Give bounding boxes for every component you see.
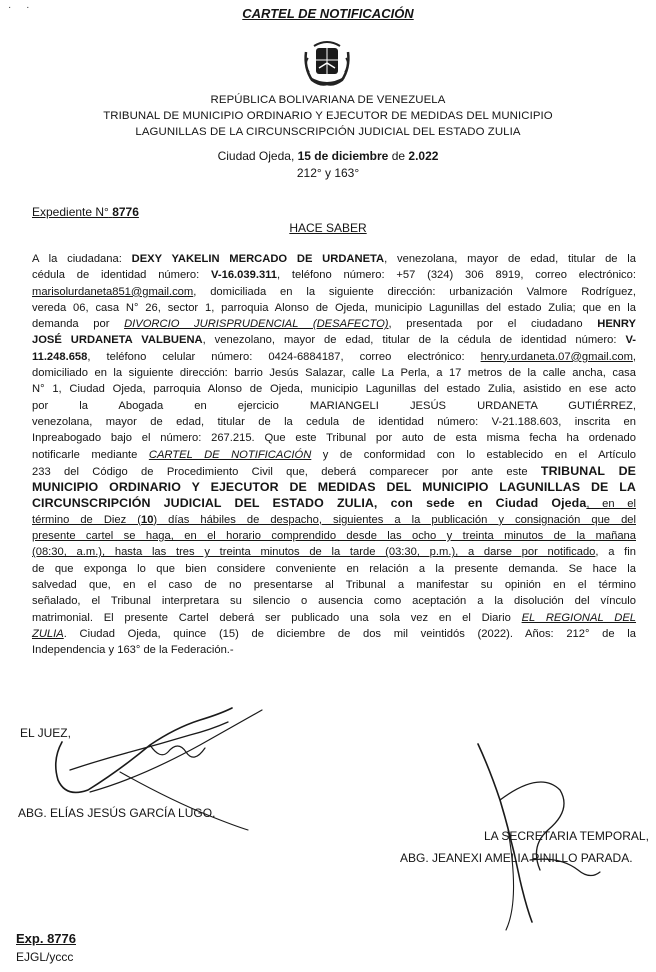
court-name-bold: CIRCUNSCRIPCIÓN JUDICIAL DEL ESTADO ZULIA, con sede en Ciudad Ojeda: [32, 496, 587, 511]
hace-saber-heading: HACE SABER: [289, 221, 367, 235]
court-header: [0, 92, 656, 140]
date-years: 212° y 163°: [296, 166, 360, 180]
scan-marks: · ·: [8, 2, 36, 13]
case-number: [32, 205, 139, 219]
document-date: [0, 148, 656, 165]
body-text: . Ciudad Ojeda, quince (15) de diciembre de dos mil veintidós (2022). Años: 212° de la: [63, 627, 636, 640]
body-text: y de conformidad con lo establecido en el Artículo: [322, 448, 637, 461]
body-text: notificarle mediante: [32, 448, 138, 461]
date-day: 15 de diciembre: [297, 149, 389, 163]
body-text: , venezolana, mayor de edad, titular de la: [384, 253, 637, 265]
case-number-label: Expediente N°: [32, 205, 109, 219]
court-name-line2: LAGUNILLAS DE LA CIRCUNSCRIPCIÓN JUDICIAL DEL ESTADO ZULIA: [135, 126, 521, 138]
case-number-value: 8776: [112, 205, 139, 219]
body-text: , teléfono celular número: 0424-6884187, correo electrónico:: [87, 350, 465, 363]
schedule-text: (08:30, a.m.), hasta las tres y treinta minutos de la tarde (03:30, p.m.), a darse por notificado: [32, 546, 596, 559]
body-text: , domiciliada en la siguiente dirección: urbanización Valmore Rodríguez,: [193, 285, 636, 298]
judge-name: ABG. ELÍAS JESÚS GARCÍA LUGO.: [18, 806, 216, 820]
body-text: Inpreabogado bajo el número: 267.215. Que este Tribunal por auto de esta misma fecha ha ordenado: [32, 432, 636, 445]
body-text: , en el: [586, 498, 636, 511]
body-text: Independencia y 163° de la Federación.-: [32, 644, 234, 657]
body-text: de que exponga lo que bien considere conveniente en relación a la presente demanda. Se hace la: [32, 562, 636, 575]
date-prefix: Ciudad Ojeda,: [217, 149, 295, 163]
body-text: 233 del Código de Procedimiento Civil que, deberá comparecer por ante este: [32, 465, 528, 478]
date-de: de: [391, 149, 406, 163]
body-text: demanda por: [32, 318, 110, 331]
body-text: cédula de identidad número:: [32, 269, 200, 282]
body-text: presente cartel se haga, en el horario comprendido desde las ocho y treinta minutos de la mañana: [32, 530, 636, 543]
newspaper-name: ZULIA: [32, 627, 64, 640]
body-text: señalado, el Tribunal interpretara su silencio o ausencia como aceptación a la disolución del vínculo: [32, 595, 636, 608]
body-text: N° 1, Ciudad Ojeda, parroquia Alonso de Ojeda, municipio Lagunillas del estado Zulia, asistido en ese acto: [32, 383, 636, 396]
plaintiff-id: V-: [625, 334, 637, 347]
document-title: CARTEL DE NOTIFICACIÓN: [242, 6, 414, 21]
footer-case-number: Exp. 8776: [16, 931, 76, 946]
defendant-name: DEXY YAKELIN MERCADO DE URDANETA: [131, 253, 385, 265]
judge-signature-stroke: [120, 772, 248, 830]
secretary-title: LA SECRETARIA TEMPORAL,: [484, 829, 649, 843]
body-text: , presentada por el ciudadano: [388, 318, 583, 331]
plaintiff-name: HENRY: [597, 318, 636, 331]
court-name-bold: MUNICIPIO ORDINARIO Y EJECUTOR DE MEDIDAS DEL MUNICIPIO LAGUNILLAS DE LA: [32, 480, 636, 495]
body-text: por la Abogada en ejercicio MARIANGELI JESÚS URDANETA GUTIÉRREZ,: [32, 399, 636, 412]
case-type: DIVORCIO JURISPRUDENCIAL (DESAFECTO): [124, 318, 389, 331]
body-text: matrimonial. El presente Cartel deberá ser publicado una sola vez en el Diario: [32, 611, 511, 624]
body-text: ) días hábiles de despacho, siguientes a la publicación y consignación que del: [153, 513, 636, 526]
body-text: A la ciudadana:: [32, 253, 122, 265]
date-block: [0, 148, 656, 182]
plaintiff-id: 11.248.658: [32, 350, 88, 363]
term-days: 10: [140, 513, 154, 526]
secretary-name: ABG. JEANEXI AMELIA PINILLO PARADA.: [400, 851, 633, 865]
plaintiff-name: JOSÉ URDANETA VALBUENA: [32, 334, 203, 347]
notice-type: CARTEL DE NOTIFICACIÓN: [148, 448, 312, 461]
notice-body: [32, 251, 636, 658]
judge-signature-stroke: [150, 745, 205, 757]
judge-signature-stroke: [90, 710, 262, 792]
body-text: domiciliado en la siguiente dirección: barrio Jesús Salazar, calle La Perla, a 17 metros de la calle ancha, casa: [32, 367, 636, 380]
body-text: vereda 06, casa N° 26, sector 1, parroquia Alonso de Ojeda, municipio Lagunillas del estado Zulia; que en la: [32, 301, 636, 314]
body-text: salvedad que, en el caso de no presentarse al Tribunal a manifestar su opinión en el término: [32, 578, 636, 591]
body-text: venezolana, mayor de edad, titular de la cedula de identidad número: V-21.188.603, inscrita en: [32, 415, 636, 428]
body-text: término de Diez (: [32, 513, 141, 526]
footer-initials: EJGL/yccc: [16, 950, 74, 964]
judge-signature-stroke: [70, 722, 228, 770]
body-text: , teléfono número: +57 (324) 306 8919, correo electrónico:: [277, 269, 636, 282]
defendant-email-link[interactable]: marisolurdaneta851@gmail.com: [32, 285, 194, 298]
judge-signature-stroke: [56, 708, 232, 792]
body-text: ,: [632, 350, 637, 363]
newspaper-name: EL REGIONAL DEL: [521, 611, 637, 624]
judge-label: EL JUEZ,: [20, 726, 71, 740]
court-name-bold: TRIBUNAL DE: [540, 463, 636, 478]
plaintiff-email-link[interactable]: henry.urdaneta.07@gmail.com: [480, 350, 633, 363]
body-text: , a fin: [595, 546, 637, 559]
defendant-id: V-16.039.311: [211, 269, 277, 282]
body-text: , venezolano, mayor de edad, titular de la cédula de identidad número:: [202, 334, 617, 347]
coat-of-arms-icon: [300, 38, 354, 88]
date-year: 2.022: [408, 149, 439, 163]
secretary-signature-stroke: [506, 830, 514, 930]
court-name-line1: TRIBUNAL DE MUNICIPIO ORDINARIO Y EJECUTOR DE MEDIDAS DEL MUNICIPIO: [103, 110, 553, 122]
country-name: REPÚBLICA BOLIVARIANA DE VENEZUELA: [210, 94, 446, 106]
